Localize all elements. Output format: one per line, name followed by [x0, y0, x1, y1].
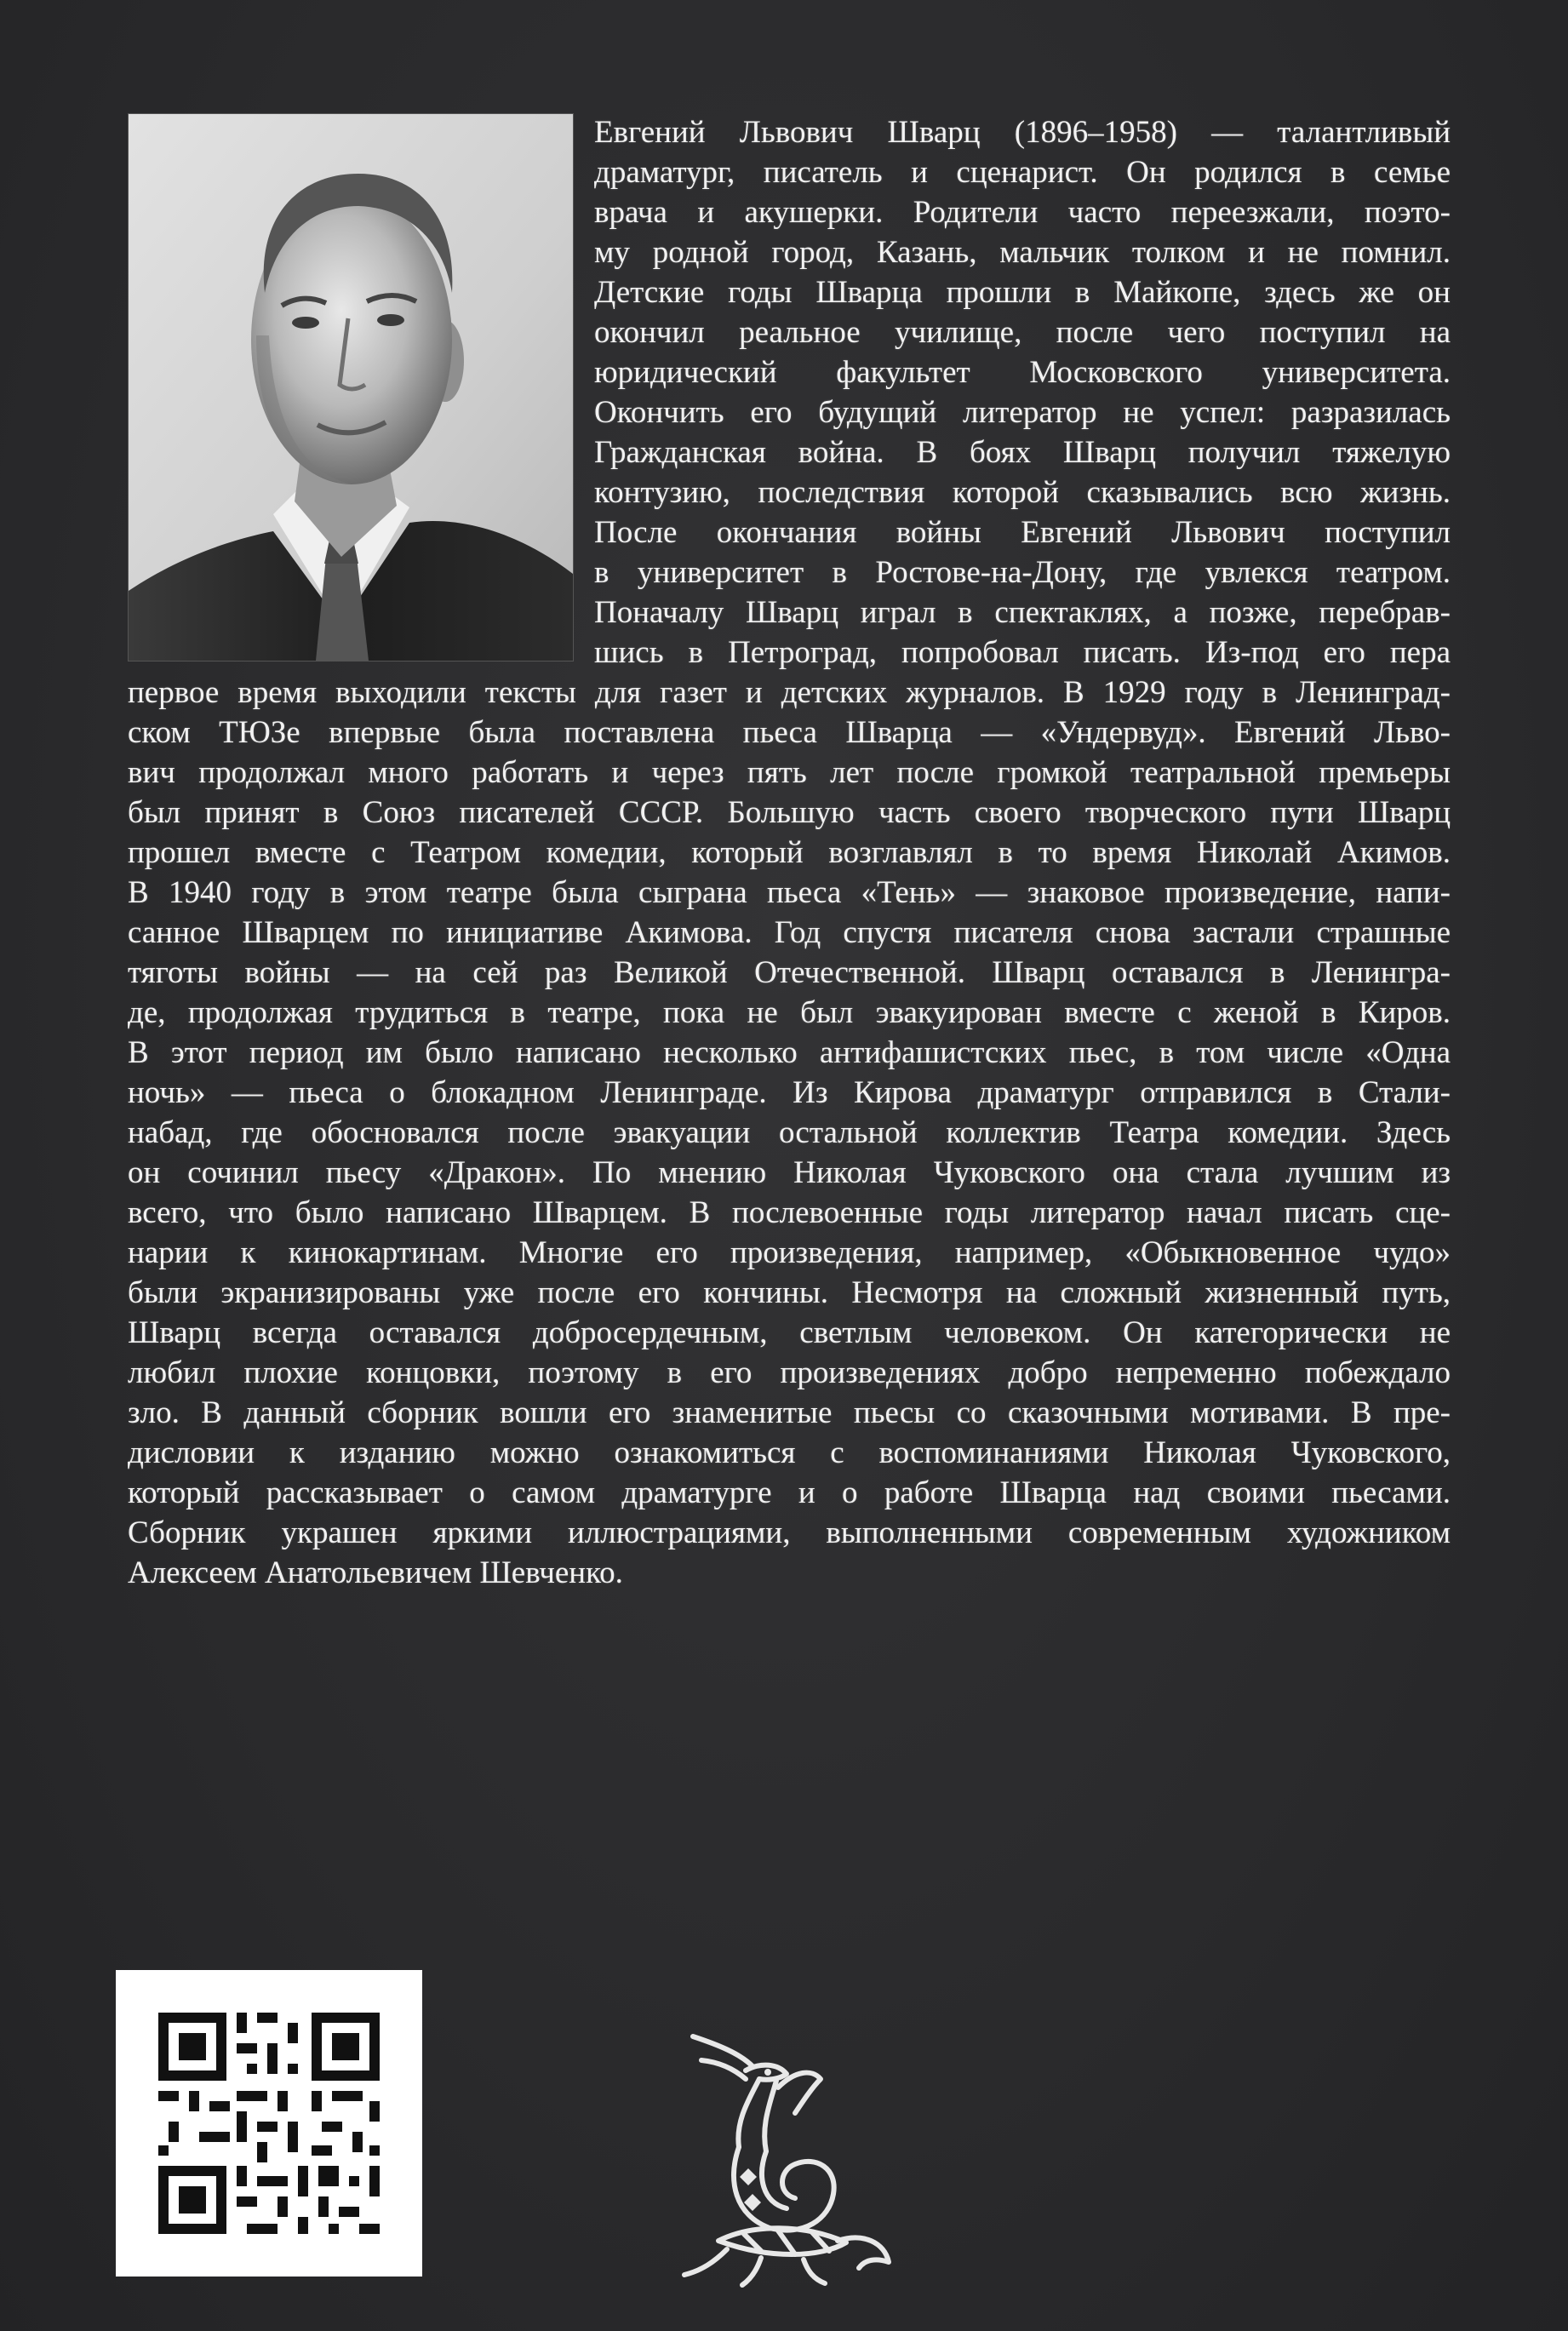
dragon-icon — [667, 2019, 914, 2292]
bio-line: нарии к кинокартинам. Многие его произведения, например, «Обыкновенное чудо» — [128, 1235, 1451, 1270]
bio-line: первое время выходили тексты для газет и детских журналов. В 1929 году в Ленинград- — [128, 675, 1451, 710]
bio-line: После окончания войны Евгений Львович поступил — [594, 515, 1451, 550]
bio-line: Гражданская война. В боях Шварц получил тяжелую — [594, 435, 1451, 470]
bio-line: Сборник украшен яркими иллюстрациями, выполненными современным художником — [128, 1515, 1451, 1550]
bio-line: любил плохие концовки, поэтому в его произведениях добро непременно побеждало — [128, 1355, 1451, 1390]
bio-line: Шварц всегда оставался добросердечным, светлым человеком. Он категорически не — [128, 1315, 1451, 1350]
bio-line: который рассказывает о самом драматурге и о работе Шварца над своими пьесами. — [128, 1475, 1451, 1510]
bio-line: де, продолжая трудиться в театре, пока не был эвакуирован вместе с женой в Киров. — [128, 995, 1451, 1030]
bio-line: Окончить его будущий литератор не успел: разразилась — [594, 395, 1451, 430]
qr-code[interactable] — [116, 1970, 422, 2277]
bio-line: Детские годы Шварца прошли в Майкопе, здесь же он — [594, 275, 1451, 310]
qr-code-icon — [116, 1970, 422, 2277]
bio-line: тяготы войны — на сей раз Великой Отечественной. Шварц оставался в Ленингра- — [128, 955, 1451, 990]
bio-line: всего, что было написано Шварцем. В послевоенные годы литератор начал писать сце- — [128, 1195, 1451, 1230]
bio-line: набад, где обосновался после эвакуации остальной коллектив Театра комедии. Здесь — [128, 1115, 1451, 1150]
bio-line: был принят в Союз писателей СССР. Большую часть своего творческого пути Шварц — [128, 795, 1451, 830]
bio-line: ском ТЮЗе впервые была поставлена пьеса Шварца — «Ундервуд». Евгений Льво- — [128, 715, 1451, 750]
bio-line: Алексеем Анатольевичем Шевченко. — [128, 1555, 623, 1590]
bio-line: окончил реальное училище, после чего поступил на — [594, 315, 1451, 350]
bio-line: В 1940 году в этом театре была сыграна пьеса «Тень» — знаковое произведение, напи- — [128, 875, 1451, 910]
publisher-logo-dragon — [667, 2019, 914, 2292]
bio-line: драматург, писатель и сценарист. Он родился в семье — [594, 155, 1451, 190]
bio-line: В этот период им было написано несколько антифашистских пьес, в том числе «Одна — [128, 1035, 1451, 1070]
bio-line: Евгений Львович Шварц (1896–1958) — талантливый — [594, 115, 1451, 150]
bio-line: зло. В данный сборник вошли его знаменитые пьесы со сказочными мотивами. В пре- — [128, 1395, 1451, 1430]
bio-line: он сочинил пьесу «Дракон». По мнению Николая Чуковского она стала лучшим из — [128, 1155, 1451, 1190]
bio-line: были экранизированы уже после его кончины. Несмотря на сложный жизненный путь, — [128, 1275, 1451, 1310]
bio-line: вич продолжал много работать и через пять лет после громкой театральной премьеры — [128, 755, 1451, 790]
bio-line: ночь» — пьеса о блокадном Ленинграде. Из Кирова драматург отправился в Стали- — [128, 1075, 1451, 1110]
bio-line: Поначалу Шварц играл в спектаклях, а позже, перебрав- — [594, 595, 1451, 630]
bio-line: юридический факультет Московского университета. — [594, 355, 1451, 390]
bio-line: в университет в Ростове-на-Дону, где увлекся театром. — [594, 555, 1451, 590]
bio-line: прошел вместе с Театром комедии, который возглавлял в то время Николай Акимов. — [128, 835, 1451, 870]
bio-line: дисловии к изданию можно ознакомиться с воспоминаниями Николая Чуковского, — [128, 1435, 1451, 1470]
bio-line: му родной город, Казань, мальчик толком и не помнил. — [594, 235, 1451, 270]
bio-line: контузию, последствия которой сказывались всю жизнь. — [594, 475, 1451, 510]
bio-line: санное Шварцем по инициативе Акимова. Год спустя писателя снова застали страшные — [128, 915, 1451, 950]
bio-line: шись в Петроград, попробовал писать. Из-под его пера — [594, 635, 1451, 670]
bio-line: врача и акушерки. Родители часто переезжали, поэто- — [594, 195, 1451, 230]
